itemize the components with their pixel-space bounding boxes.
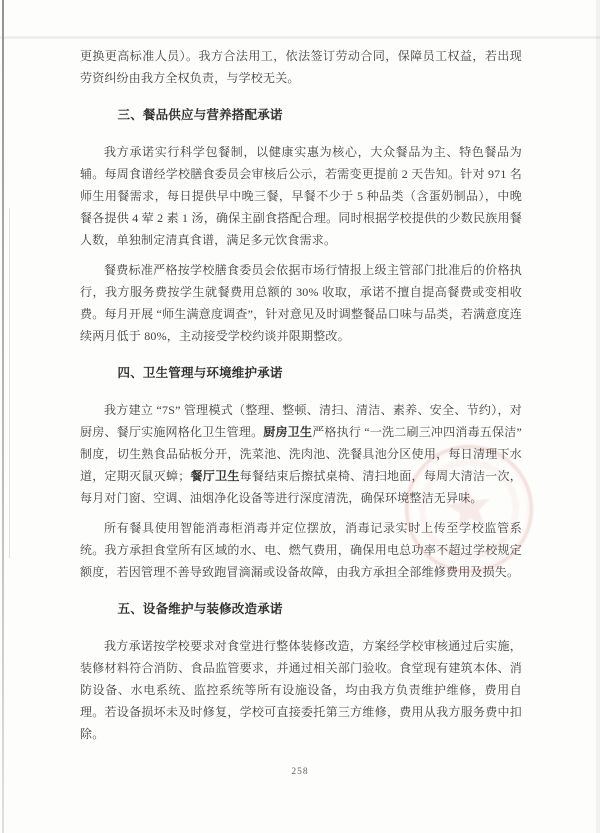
document-text-block [80, 45, 522, 753]
scan-edge-shadow [596, 0, 600, 833]
text-segment: 我方建立 “7S” 管理模式（整理、整顿、清扫、清洁、素养、安全、节约），对厨房、餐厅实施网格化卫生管理。 [80, 403, 522, 439]
paragraph-hygiene-management [80, 399, 522, 509]
scan-edge-line-faint [9, 208, 10, 558]
text-segment-bold-kitchen-hygiene: 厨房卫生 [263, 425, 313, 439]
page-number: 258 [291, 767, 309, 777]
paragraph-meal-pricing: 餐费标准严格按学校膳食委员会依据市场行情报上级主管部门批准后的价格执行，我方服务费按学生就餐费用总额的 30% 收取，承诺不擅自提高餐费或变相收费。每月开展 “师生满意度调查”，针对意见及时调整餐品口味与品类，若满意度连续两月低于 80%，主动接受学校约谈并限期整改。 [80, 263, 522, 343]
paragraph-renovation-maintenance: 我方承诺按学校要求对食堂进行整体装修改造，方案经学校审核通过后实施，装修材料符合消防、食品监管要求，并通过相关部门验收。食堂现有建筑本体、消防设备、水电系统、监控系统等所有设施设备，均由我方负责维护维修，费用自理。若设备损坏未及时修复，学校可直接委托第三方维修，费用从我方服务费中扣除。 [80, 639, 522, 741]
section-heading-3-food-supply: 三、餐品供应与营养搭配承诺 [117, 108, 283, 122]
scan-fold-line [0, 36, 600, 39]
scan-edge-line [2, 0, 4, 833]
section-heading-4-hygiene: 四、卫生管理与环境维护承诺 [117, 366, 283, 380]
paragraph-continued-labor: 更换更高标准人员）。我方合法用工，依法签订劳动合同，保障员工权益，若出现劳资纠纷由我方全权负责，与学校无关。 [80, 49, 522, 85]
paragraph-disinfection-utilities: 所有餐具使用智能消毒柜消毒并定位摆放，消毒记录实时上传至学校监管系统。我方承担食堂所有区域的水、电、燃气费用，确保用电总功率不超过学校规定额度，若因管理不善导致跑冒滴漏或设备故障，由我方承担全部维修费用及损失。 [80, 521, 522, 579]
text-segment: 每餐结束后擦拭桌椅、清扫地面，每周大清洁一次，每月对门窗、空调、油烟净化设备等进行深度清洗，确保环境整洁无异味。 [80, 469, 522, 505]
paragraph-meal-plan: 我方承诺实行科学包餐制，以健康实惠为核心，大众餐品为主、特色餐品为辅。每周食谱经学校膳食委员会审核后公示，若需变更提前 2 天告知。针对 971 名师生用餐需求，每日提供早中晚三餐，早餐不少于 5 种品类（含蛋奶制品），中晚餐各提供 4 荤 2 素 1 汤，确保主副食搭配合理。同时根据学校提供的少数民族用餐人数，单独制定清真食谱，满足多元饮食需求。 [80, 145, 522, 247]
text-segment: 严格执行 “一洗二刷三冲四消毒五保洁” 制度，切生熟食品砧板分开，洗菜池、洗肉池、洗餐具池分区使用，每日清理下水道，定期灭鼠灭蟑； [80, 425, 522, 483]
text-segment-bold-dining-hygiene: 餐厅卫生 [190, 469, 240, 483]
section-heading-5-equipment: 五、设备维护与装修改造承诺 [117, 602, 283, 616]
